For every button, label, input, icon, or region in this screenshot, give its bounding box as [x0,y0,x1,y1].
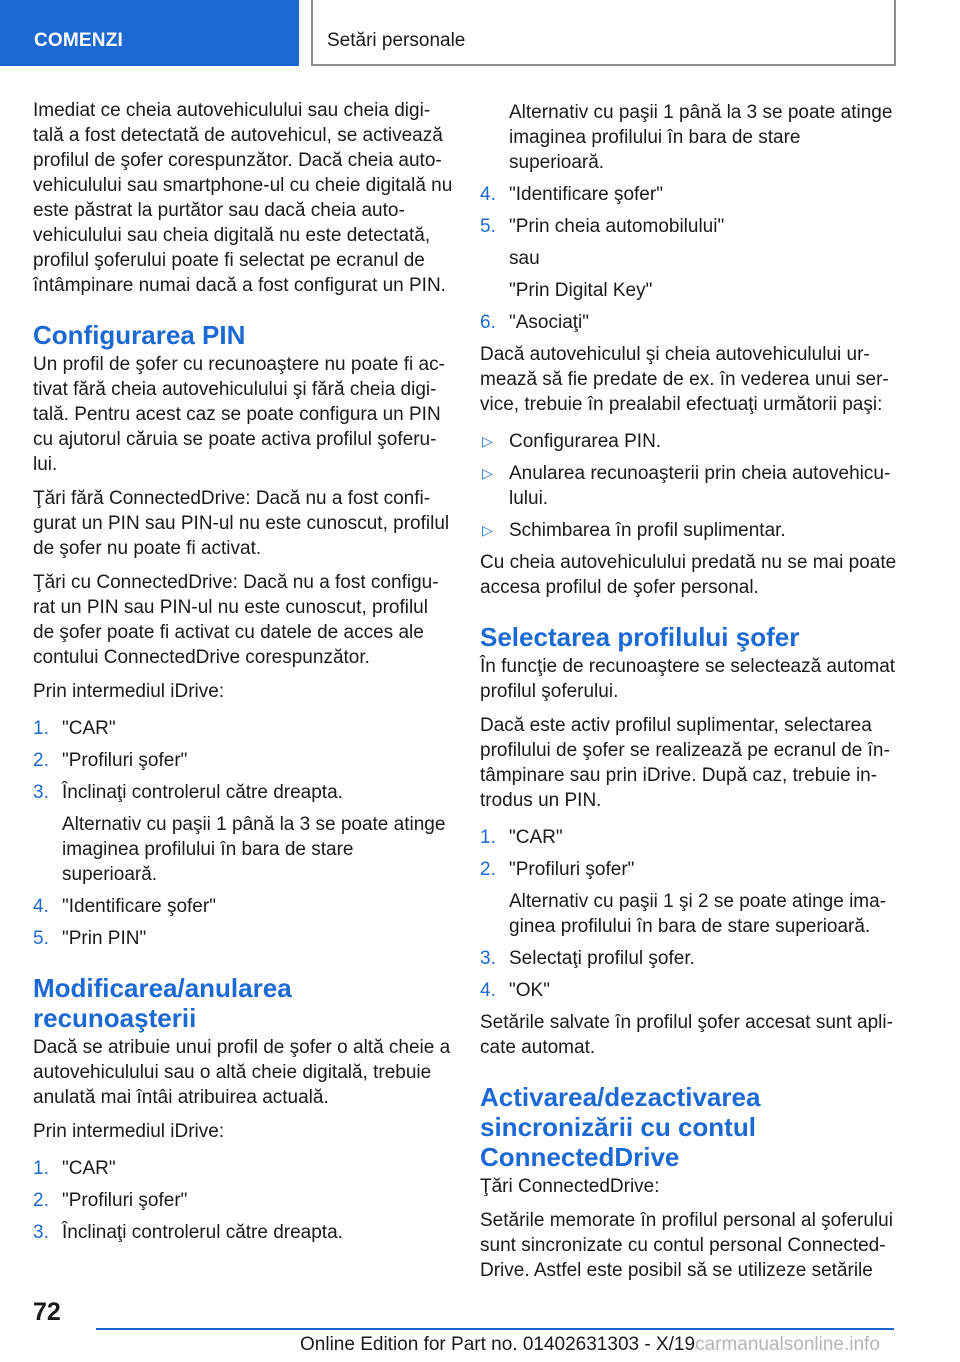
paragraph: Setările salvate în profilul şofer accesat sunt aplicate automat. [480,1012,893,1058]
step-text: "OK" [509,980,550,1001]
paragraph: Cu cheia autovehiculului predată nu se mai poate accesa profilul de şofer personal. [480,552,897,598]
footer-divider [96,1328,894,1330]
list-item [33,1156,453,1181]
list-item [480,182,898,207]
steps-list [33,1156,453,1245]
paragraph: Un profil de şofer cu recunoaştere nu poate fi activat fără cheia autovehiculului şi fără cheia digitală. Pentru acest caz se poate configura un PIN cu ajutorul căruia se poate activa profilul şoferului. [33,354,445,475]
step-note: Alternativ cu paşii 1 până la 3 se poate atinge imaginea profilului în bara de stare superioară. [509,102,893,173]
list-item [480,461,898,511]
step-number: 6. [480,312,496,333]
bullet-list [480,429,898,543]
step-number: 5. [480,216,496,237]
list-item [480,946,898,971]
left-column [33,98,453,1252]
step-number: 1. [480,827,496,848]
footer-edition [300,1334,880,1356]
chapter-title: Setări personale [311,0,896,66]
step-text: Selectaţi profilul şofer. [509,948,695,969]
edition-text: Online Edition for Part no. 01402631303 - X/19 [300,1334,696,1355]
step-number: 2. [480,859,496,880]
right-column [480,100,898,1292]
step-text: "Identificare şofer" [509,184,663,205]
step-number: 2. [33,750,49,771]
list-item [480,825,898,850]
step-number: 4. [480,980,496,1001]
list-item [480,978,898,1003]
bullet-text: Anularea recunoaşterii prin cheia autovehiculului. [509,463,891,509]
heading-select-profile: Selectarea profilului şofer [480,622,800,652]
step-number: 2. [33,1190,49,1211]
bullet-text: Schimbarea în profil suplimentar. [509,520,786,541]
step-number: 3. [480,948,496,969]
paragraph: Prin intermediul iDrive: [33,1121,225,1142]
list-item [33,716,453,741]
list-item [480,214,898,239]
step-text: "Prin PIN" [62,928,147,949]
list-item [480,518,898,543]
step-or: sau [509,248,540,269]
step-text: "Asociaţi" [509,312,590,333]
steps-list [480,825,898,1003]
triangle-bullet-icon: ▷ [482,522,493,538]
triangle-bullet-icon: ▷ [482,465,493,481]
step-text: "Identificare şofer" [62,896,216,917]
heading-modify-recognition: Modificarea/anularea recunoaşterii [33,973,292,1033]
step-text: "Profiluri şofer" [62,1190,188,1211]
list-item [33,748,453,773]
step-number: 1. [33,718,49,739]
paragraph: Setările memorate în profilul personal al şoferului sunt sincronizate cu contul personal ConnectedDrive. Astfel este posibil să se utilizeze setările [480,1210,893,1281]
triangle-bullet-icon: ▷ [482,433,493,449]
step-number: 4. [480,184,496,205]
step-text: "Profiluri şofer" [509,859,635,880]
step-text: "Profiluri şofer" [62,750,188,771]
step-text: Înclinaţi controlerul către dreapta. [62,782,343,803]
heading-sync-connecteddrive: Activarea/dezactivarea sincronizării cu contul ConnectedDrive [480,1082,761,1172]
step-text: "Prin cheia automobilului" [509,216,725,237]
paragraph: Ţări ConnectedDrive: [480,1176,660,1197]
steps-list [480,182,898,335]
step-text: Înclinaţi controlerul către dreapta. [62,1222,343,1243]
steps-list [33,716,453,951]
list-item [33,926,453,951]
paragraph: Prin intermediul iDrive: [33,681,225,702]
step-number: 1. [33,1158,49,1179]
watermark: carmanualsonline.info [695,1334,880,1355]
paragraph: În funcţie de recunoaştere se selectează automat profilul şoferului. [480,656,896,702]
paragraph: Imediat ce cheia autovehiculului sau cheia digitală a fost detectată de autovehicul, se activează profilul de şofer corespunzător. Dacă cheia autovehiculului sau smartphone-ul cu cheie digitală nu este păstrat la purtător sau dacă cheia autovehiculului sau cheia digitală nu este detectată, profilul şoferului poate fi selectat pe ecranul de întâmpinare numai dacă a fost configurat un PIN. [33,100,453,296]
list-item [33,780,453,805]
list-item [33,1188,453,1213]
step-number: 3. [33,782,49,803]
page-number: 72 [33,1298,61,1326]
step-text: "CAR" [62,718,116,739]
list-item [480,429,898,454]
paragraph: Dacă se atribuie unui profil de şofer o altă cheie a autovehiculului sau o altă cheie digitală, trebuie anulată mai întâi atribuirea actuală. [33,1037,451,1108]
paragraph: Ţări cu ConnectedDrive: Dacă nu a fost configurat un PIN sau PIN-ul nu este cunoscut, profilul de şofer poate fi activat cu datele de acces ale contului ConnectedDrive corespunzător. [33,572,439,668]
step-text: "CAR" [62,1158,116,1179]
list-item [33,1220,453,1245]
step-alternative: "Prin Digital Key" [509,280,653,301]
step-note: Alternativ cu paşii 1 până la 3 se poate atinge imaginea profilului în bara de stare superioară. [62,814,446,885]
list-item [33,894,453,919]
paragraph: Ţări fără ConnectedDrive: Dacă nu a fost configurat un PIN sau PIN-ul nu este cunoscut, profilul de şofer nu poate fi activat. [33,488,450,559]
list-item [480,857,898,882]
step-number: 3. [33,1222,49,1243]
step-note: Alternativ cu paşii 1 şi 2 se poate atinge imaginea profilului în bara de stare superioară. [509,891,887,937]
step-text: "CAR" [509,827,563,848]
paragraph: Dacă este activ profilul suplimentar, selectarea profilului de şofer se realizează pe ecranul de întâmpinare sau prin iDrive. După caz, trebuie introdus un PIN. [480,715,890,811]
step-number: 4. [33,896,49,917]
list-item [480,310,898,335]
bullet-text: Configurarea PIN. [509,431,662,452]
step-number: 5. [33,928,49,949]
paragraph: Dacă autovehiculul şi cheia autovehiculului urmează să fie predate de ex. în vederea unui service, trebuie în prealabil efectuaţi următorii paşi: [480,344,889,415]
heading-configure-pin: Configurarea PIN [33,320,246,350]
section-tab: COMENZI [0,0,299,66]
